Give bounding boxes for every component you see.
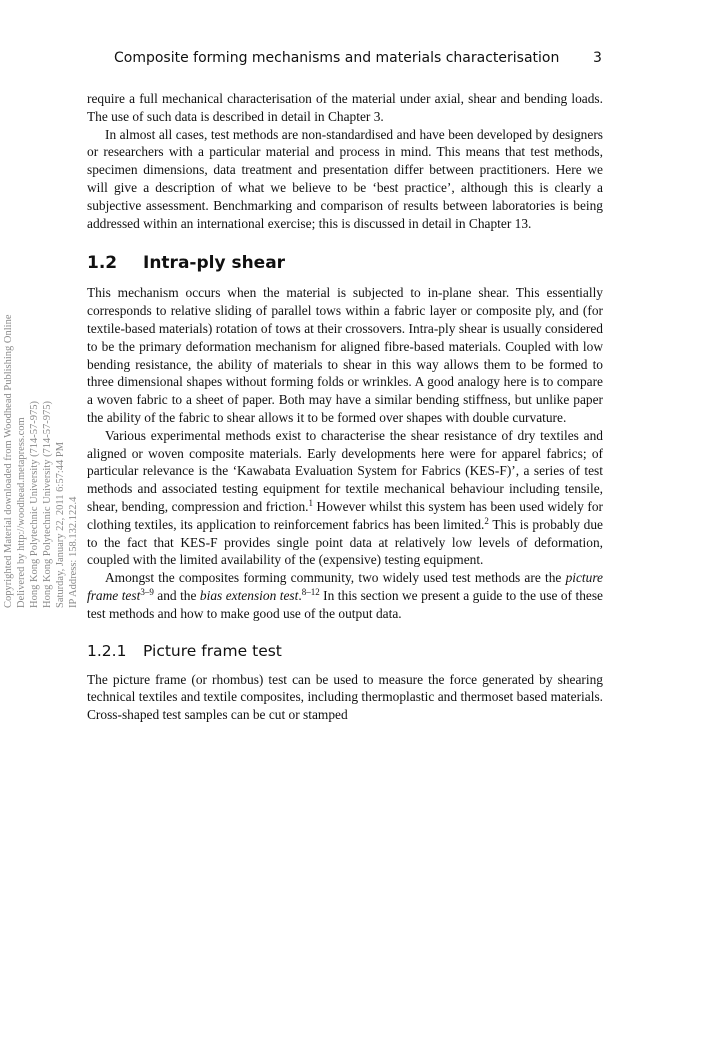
section-paragraph-3 [87, 569, 603, 622]
watermark-line: Hong Kong Polytechnic University (714-57-975) [42, 400, 53, 608]
subsection-paragraph-1: The picture frame (or rhombus) test can be used to measure the force generated by shearing technical textiles and textile composites, including thermoplastic and thermoset based materials. Cross-shaped test samples can be cut or stamped [87, 671, 603, 723]
text-run: . [298, 587, 302, 603]
subsection-heading [87, 641, 603, 661]
text-run: Amongst the composites forming community, two widely used test methods are the [105, 570, 566, 586]
section-number: 1.2 [87, 253, 118, 274]
citation-ref: 1 [308, 497, 314, 508]
watermark-line: IP Address: 158.132.122.4 [68, 496, 79, 608]
citation-ref: 3–9 [140, 586, 154, 597]
running-head-title: Composite forming mechanisms and materials characterisation [114, 50, 560, 66]
watermark-line: Copyrighted Material downloaded from Woodhead Publishing Online [3, 314, 14, 608]
section-title: Intra-ply shear [143, 253, 286, 274]
subsection-title: Picture frame test [143, 641, 282, 660]
running-head [0, 50, 707, 70]
emphasis-term: bias extension test [199, 587, 299, 603]
text-run: However whilst this system has been used widely for clothing textiles, its application to reinforcement fabrics has been limited. [87, 498, 603, 532]
paragraph-intro-2: In almost all cases, test methods are non-standardised and have been developed by designers or researchers with a particular material and process in mind. This means that test methods, specimen dimensions, data treatment and presentation differ between practitioners. Here we will give a description of what we believe to be ‘best practice’, although this is clearly a subjective assessment. Benchmarking and comparison of results between laboratories is being addressed within an international exercise; this is discussed in detail in Chapter 13. [87, 126, 603, 231]
citation-ref: 8–12 [301, 586, 320, 597]
section-heading [87, 252, 603, 274]
citation-ref: 2 [484, 515, 489, 526]
page-body [87, 90, 603, 724]
text-run: This is probably due to the fact that KES-F provides single point data at relatively low levels of deformation, coupled with the limited availability of the (expensive) testing equipment. [87, 516, 603, 568]
watermark-line: Hong Kong Polytechnic University (714-57-975) [29, 400, 40, 608]
emphasis-term: picture frame test [87, 570, 603, 603]
watermark-line: Delivered by http://woodhead.metapress.com [16, 417, 27, 608]
section-paragraph-1: This mechanism occurs when the material is subjected to in-plane shear. This essentially corresponds to relative sliding of parallel tows within a fabric layer or composite ply, and (for textile-based materials) rotation of tows at their crossovers. Intra-ply shear is usually considered to be the primary deformation mechanism for aligned fibre-based materials. Coupled with low bending resistance, the ability of materials to shear in this way allows them to be formed to three dimensional shapes without forming folds or wrinkles. A good analogy here is to compare a woven fabric to a sheet of paper. Both may have a similar bending stiffness, but unlike paper the ability of the fabric to shear allows it to be formed over shapes with double curvature. [87, 285, 603, 425]
page-number: 3 [593, 50, 602, 66]
watermark-line: Saturday, January 22, 2011 6:57:44 PM [55, 441, 66, 608]
text-run: and the [153, 587, 200, 603]
text-run: Various experimental methods exist to characterise the shear resistance of dry textiles and aligned or woven composite materials. Early developments here were for apparel fabrics; of particular relevance is the ‘Kawabata Evaluation System for Fabrics (KES-F)’, a series of test methods and associated testing equipment for textile mechanical behaviour including tensile, shear, bending, compression and friction. [87, 427, 603, 514]
section-paragraph-2 [87, 427, 603, 569]
subsection-number: 1.2.1 [87, 641, 127, 660]
paragraph-intro-1: require a full mechanical characterisation of the material under axial, shear and bending loads. The use of such data is described in detail in Chapter 3. [87, 91, 603, 124]
text-run: In this section we present a guide to the use of these test methods and how to make good use of the output data. [87, 587, 603, 621]
